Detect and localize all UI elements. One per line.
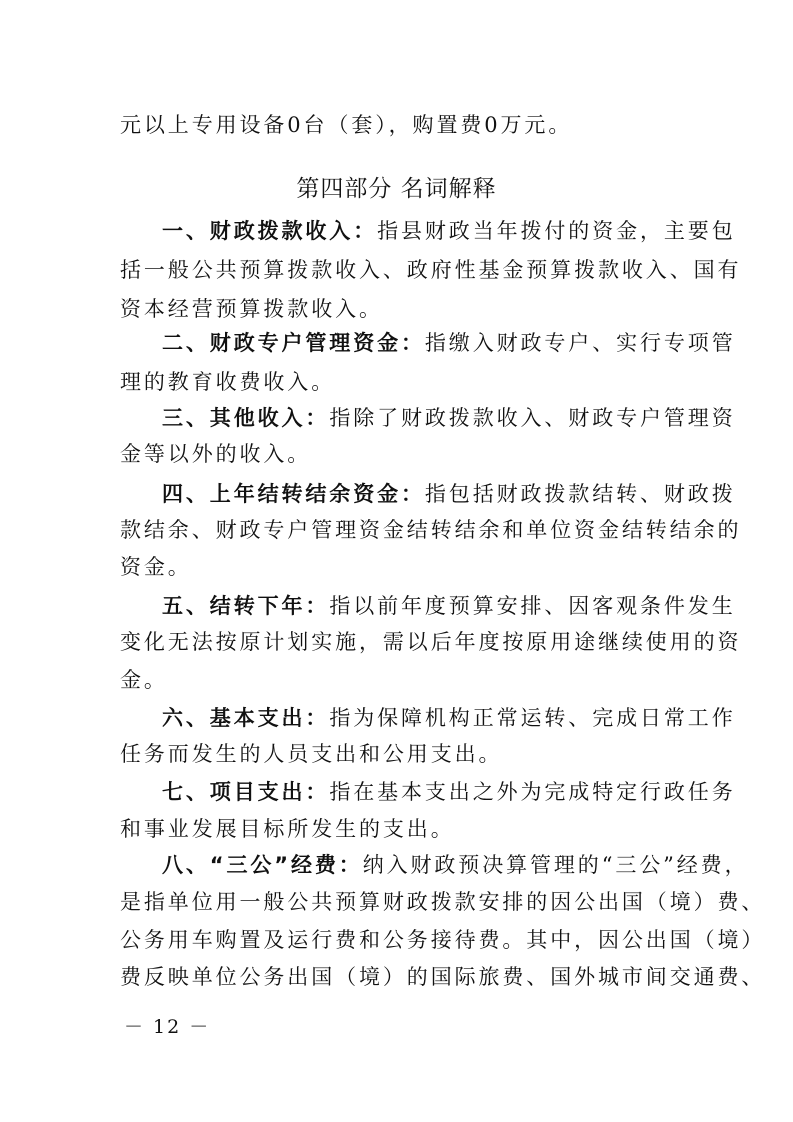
definition-4-line: 资金。 bbox=[120, 555, 192, 579]
definition-text: 指缴入财政专户、实行专项管 bbox=[424, 331, 736, 355]
definition-text: 指为保障机构正常运转、完成日常工作 bbox=[329, 706, 736, 730]
definition-term: 五、结转下年： bbox=[162, 594, 330, 618]
section-title: 第四部分 名词解释 bbox=[296, 176, 497, 202]
definition-term: 四、上年结转结余资金： bbox=[162, 482, 425, 506]
definition-text: 指除了财政拨款收入、财政专户管理资 bbox=[329, 406, 736, 430]
definition-term: 七、项目支出： bbox=[162, 780, 330, 804]
definition-term: 一、财政拨款收入： bbox=[162, 219, 378, 243]
definition-3-line: 金等以外的收入。 bbox=[120, 442, 312, 466]
definition-text: 指县财政当年拨付的资金，主要包 bbox=[377, 219, 736, 243]
definition-term: 六、基本支出： bbox=[162, 706, 330, 730]
page-number: － 12 － bbox=[124, 1016, 211, 1038]
definition-7-line: 和事业发展目标所发生的支出。 bbox=[120, 817, 455, 841]
definition-4-line: 款结余、财政专户管理资金结转结余和单位资金结转结余的 bbox=[120, 518, 742, 542]
definition-7-first-line bbox=[162, 776, 736, 808]
definition-8-line: 是指单位用一般公共预算财政拨款安排的因公出国（境）费、 bbox=[120, 890, 766, 914]
definition-5-line: 金。 bbox=[120, 668, 168, 692]
definition-2-first-line bbox=[162, 327, 736, 359]
definition-text: 纳入财政预决算管理的“三公”经费， bbox=[362, 853, 749, 877]
definition-8-first-line bbox=[162, 849, 749, 881]
definition-1-line: 资本经营预算拨款收入。 bbox=[120, 297, 383, 321]
definition-text: 指以前年度预算安排、因客观条件发生 bbox=[329, 594, 736, 618]
definition-3-first-line bbox=[162, 402, 736, 434]
definition-5-line: 变化无法按原计划实施，需以后年度按原用途继续使用的资 bbox=[120, 630, 742, 654]
definition-text: 指包括财政拨款结转、财政拨 bbox=[424, 482, 736, 506]
continuation-line: 元以上专用设备0台（套），购置费0万元。 bbox=[120, 113, 573, 137]
definition-5-first-line bbox=[162, 590, 736, 622]
definition-text: 指在基本支出之外为完成特定行政任务 bbox=[329, 780, 736, 804]
definition-1-first-line bbox=[162, 215, 736, 247]
definition-8-line: 费反映单位公务出国（境）的国际旅费、国外城市间交通费、 bbox=[120, 965, 766, 989]
definition-term: 二、财政专户管理资金： bbox=[162, 331, 425, 355]
definition-4-first-line bbox=[162, 478, 736, 510]
definition-term: 三、其他收入： bbox=[162, 406, 330, 430]
definition-term: 八、“三公”经费： bbox=[162, 853, 363, 877]
definition-1-line: 括一般公共预算拨款收入、政府性基金预算拨款收入、国有 bbox=[120, 258, 742, 282]
definition-6-line: 任务而发生的人员支出和公用支出。 bbox=[120, 742, 503, 766]
definition-2-line: 理的教育收费收入。 bbox=[120, 370, 336, 394]
definition-6-first-line bbox=[162, 702, 736, 734]
definition-8-line: 公务用车购置及运行费和公务接待费。其中，因公出国（境） bbox=[120, 928, 766, 952]
